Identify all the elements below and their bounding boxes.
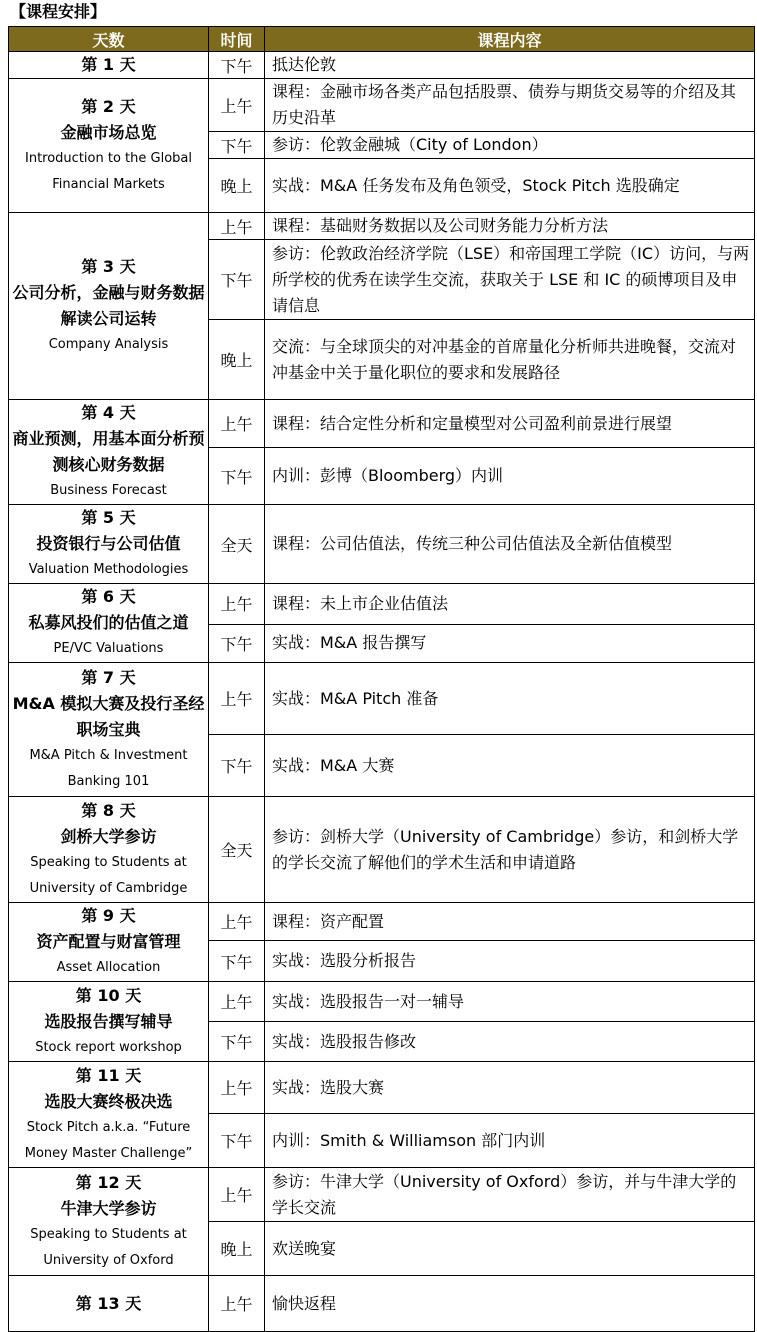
day-title-english: Stock report workshop xyxy=(35,1039,182,1055)
content-cell: 课程：资产配置 xyxy=(265,903,755,941)
content-cell: 课程：基础财务数据以及公司财务能力分析方法 xyxy=(265,213,755,240)
time-cell: 上午 xyxy=(209,213,265,240)
content-cell: 交流：与全球顶尖的对冲基金的首席量化分析师共进晚餐，交流对冲基金中关于量化职位的要求和发展路径 xyxy=(265,320,755,400)
day-title: 剑桥大学参访 xyxy=(60,826,157,846)
day-number: 第 2 天 xyxy=(81,96,136,116)
day-title: 投资银行与公司估值 xyxy=(36,534,181,553)
time-cell: 下午 xyxy=(209,240,265,320)
day-title-english: Speaking to Students at University of Oxford xyxy=(30,1226,187,1268)
day-cell xyxy=(9,213,209,400)
day-number: 第 7 天 xyxy=(81,667,136,687)
day-number: 第 11 天 xyxy=(75,1065,142,1085)
day-title-english: M&A Pitch & Investment Banking 101 xyxy=(29,747,188,789)
content-cell: 实战：M&A Pitch 准备 xyxy=(265,663,755,735)
day-number: 第 4 天 xyxy=(81,403,136,422)
day-title-english: Company Analysis xyxy=(48,337,169,352)
time-cell: 下午 xyxy=(209,52,265,79)
column-header-day: 天数 xyxy=(9,27,209,52)
day-title-english: Introduction to the Global Financial Markets xyxy=(25,150,192,192)
day-cell xyxy=(9,982,209,1062)
day-title: 牛津大学参访 xyxy=(60,1198,157,1218)
time-cell: 下午 xyxy=(209,1022,265,1062)
time-cell: 上午 xyxy=(209,663,265,735)
content-cell: 课程：金融市场各类产品包括股票、债券与期货交易等的介绍及其历史沿革 xyxy=(265,79,755,132)
time-cell: 全天 xyxy=(209,797,265,903)
time-cell: 下午 xyxy=(209,1114,265,1168)
day-number: 第 12 天 xyxy=(75,1172,142,1192)
table-row xyxy=(9,1168,755,1222)
content-cell: 课程：公司估值法，传统三种公司估值法及全新估值模型 xyxy=(265,505,755,584)
day-cell xyxy=(9,1062,209,1168)
schedule-body xyxy=(9,52,755,1332)
content-cell: 参访：伦敦政治经济学院（LSE）和帝国理工学院（IC）访问，与两所学校的优秀在读学生交流，获取关于 LSE 和 IC 的硕博项目及申请信息 xyxy=(265,240,755,320)
content-cell: 实战：M&A 大赛 xyxy=(265,735,755,797)
table-row xyxy=(9,663,755,735)
table-row xyxy=(9,982,755,1022)
content-cell: 实战：选股大赛 xyxy=(265,1062,755,1114)
time-cell: 晚上 xyxy=(209,159,265,213)
table-row xyxy=(9,1062,755,1114)
content-cell: 实战：M&A 任务发布及角色领受，Stock Pitch 选股确定 xyxy=(265,159,755,213)
content-cell: 实战：选股分析报告 xyxy=(265,941,755,982)
day-title: 金融市场总览 xyxy=(60,122,157,142)
table-row xyxy=(9,213,755,240)
time-cell: 上午 xyxy=(209,584,265,625)
content-cell: 欢送晚宴 xyxy=(265,1222,755,1276)
day-title-english: Speaking to Students at University of Cambridge xyxy=(29,854,188,896)
time-cell: 下午 xyxy=(209,132,265,159)
time-cell: 上午 xyxy=(209,982,265,1022)
content-cell: 愉快返程 xyxy=(265,1276,755,1332)
day-title: 选股报告撰写辅导 xyxy=(44,1011,173,1031)
day-title-english: PE/VC Valuations xyxy=(53,641,164,656)
day-number: 第 1 天 xyxy=(81,55,136,74)
column-header-time: 时间 xyxy=(209,27,265,52)
day-number: 第 5 天 xyxy=(81,508,136,527)
time-cell: 上午 xyxy=(209,400,265,448)
day-number: 第 10 天 xyxy=(75,985,142,1005)
time-cell: 晚上 xyxy=(209,1222,265,1276)
time-cell: 下午 xyxy=(209,624,265,663)
day-number: 第 3 天 xyxy=(81,257,136,276)
content-cell: 参访：伦敦金融城（City of London） xyxy=(265,132,755,159)
day-cell xyxy=(9,903,209,982)
time-cell: 下午 xyxy=(209,941,265,982)
time-cell: 上午 xyxy=(209,1062,265,1114)
day-number: 第 13 天 xyxy=(75,1293,142,1313)
day-cell xyxy=(9,79,209,213)
day-number: 第 8 天 xyxy=(81,800,136,820)
content-cell: 参访：剑桥大学（University of Cambridge）参访，和剑桥大学的学长交流了解他们的学术生活和申请道路 xyxy=(265,797,755,903)
table-row xyxy=(9,79,755,132)
content-cell: 实战：选股报告修改 xyxy=(265,1022,755,1062)
content-cell: 内训：Smith & Williamson 部门内训 xyxy=(265,1114,755,1168)
day-cell xyxy=(9,797,209,903)
content-cell: 参访：牛津大学（University of Oxford）参访，并与牛津大学的学长交流 xyxy=(265,1168,755,1222)
time-cell: 下午 xyxy=(209,735,265,797)
table-row xyxy=(9,52,755,79)
column-header-content: 课程内容 xyxy=(265,27,755,52)
content-cell: 课程：未上市企业估值法 xyxy=(265,584,755,625)
table-row xyxy=(9,797,755,903)
day-title: 公司分析，金融与财务数据解读公司运转 xyxy=(12,283,205,328)
day-cell xyxy=(9,1168,209,1276)
day-cell xyxy=(9,584,209,663)
table-row xyxy=(9,584,755,625)
day-cell xyxy=(9,505,209,584)
content-cell: 内训：彭博（Bloomberg）内训 xyxy=(265,448,755,505)
content-cell: 实战：M&A 报告撰写 xyxy=(265,624,755,663)
time-cell: 上午 xyxy=(209,1276,265,1332)
time-cell: 上午 xyxy=(209,1168,265,1222)
table-header-row xyxy=(9,27,755,52)
schedule-table xyxy=(8,26,755,1332)
day-title-english: Valuation Methodologies xyxy=(28,562,189,577)
day-number: 第 6 天 xyxy=(81,587,136,606)
table-row xyxy=(9,1276,755,1332)
table-row xyxy=(9,400,755,448)
day-title: M&A 模拟大赛及投行圣经职场宝典 xyxy=(12,693,205,739)
day-cell xyxy=(9,1276,209,1332)
table-row xyxy=(9,903,755,941)
day-cell xyxy=(9,52,209,79)
day-title: 私募风投们的估值之道 xyxy=(28,613,189,632)
time-cell: 晚上 xyxy=(209,320,265,400)
time-cell: 全天 xyxy=(209,505,265,584)
table-row xyxy=(9,505,755,584)
day-cell xyxy=(9,400,209,505)
content-cell: 实战：选股报告一对一辅导 xyxy=(265,982,755,1022)
day-cell xyxy=(9,663,209,797)
section-heading: 【课程安排】 xyxy=(10,2,107,21)
day-number: 第 9 天 xyxy=(81,906,136,925)
day-title-english: Asset Allocation xyxy=(56,960,161,975)
day-title: 商业预测，用基本面分析预测核心财务数据 xyxy=(12,429,205,474)
day-title-english: Business Forecast xyxy=(50,483,167,498)
time-cell: 上午 xyxy=(209,903,265,941)
time-cell: 上午 xyxy=(209,79,265,132)
time-cell: 下午 xyxy=(209,448,265,505)
day-title: 资产配置与财富管理 xyxy=(36,932,181,951)
day-title: 选股大赛终极决选 xyxy=(44,1091,173,1111)
content-cell: 课程：结合定性分析和定量模型对公司盈利前景进行展望 xyxy=(265,400,755,448)
content-cell: 抵达伦敦 xyxy=(265,52,755,79)
day-title-english: Stock Pitch a.k.a. “Future Money Master Challenge” xyxy=(24,1119,193,1161)
